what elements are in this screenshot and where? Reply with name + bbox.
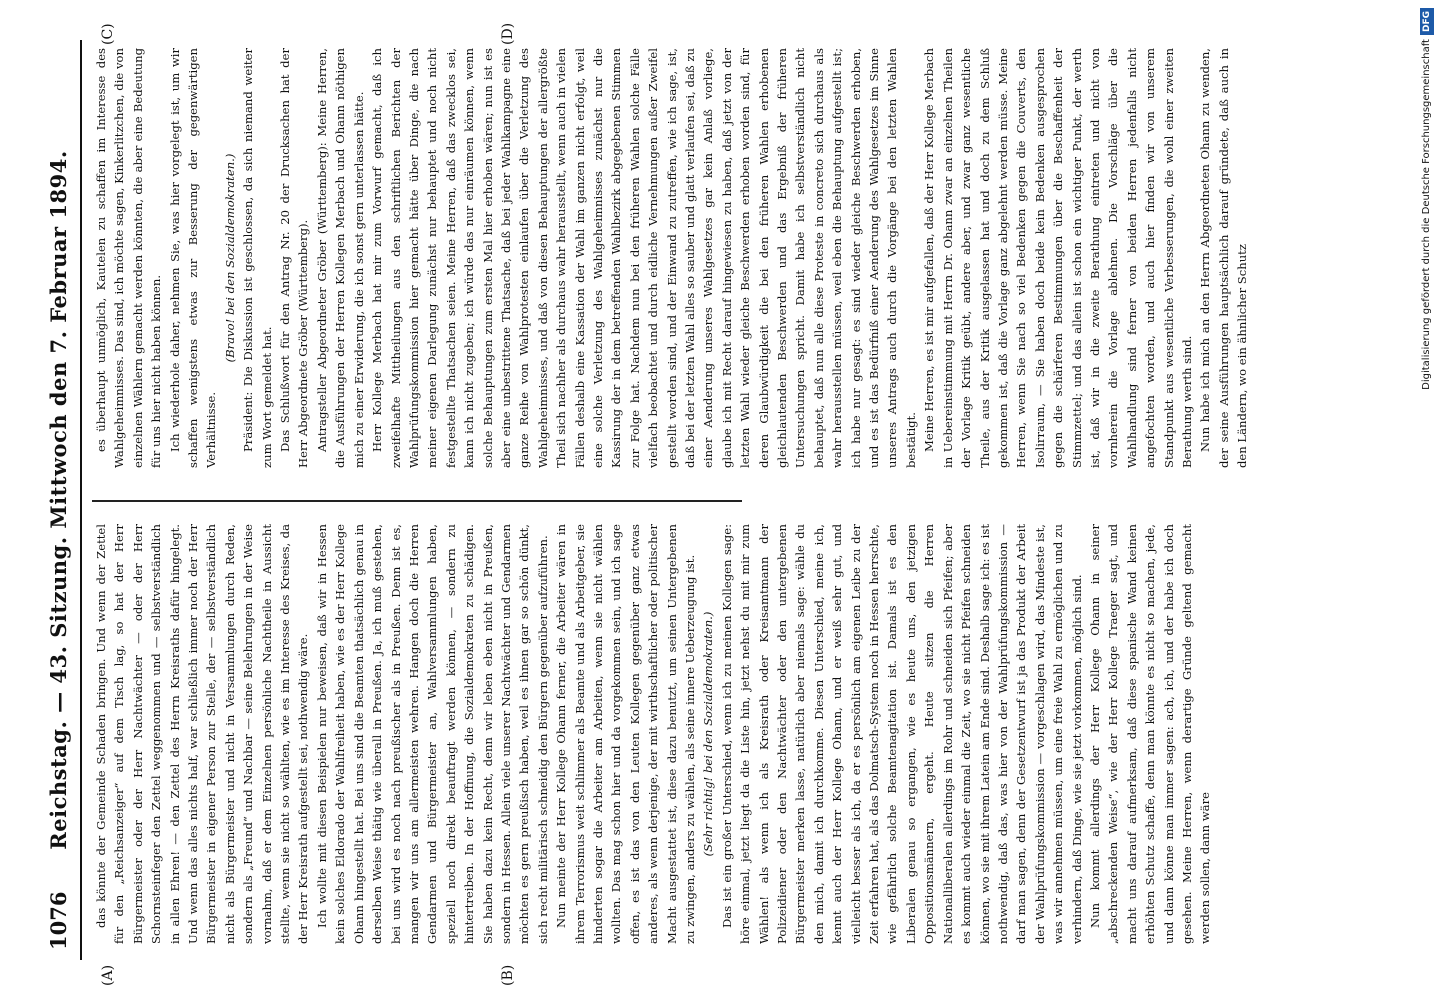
paragraph: Das Schlußwort für den Antrag Nr. 20 der Drucksachen hat der Herr Abgeordnete Gröber (Württemberg). bbox=[278, 48, 311, 468]
page-number: 1076 bbox=[46, 891, 71, 950]
paragraph: Herr Kollege Merbach hat mir zum Vorwurf gemacht, daß ich zweifelhafte Mittheilungen aus den schriftlichen Berichten der Wahlprüfungskommission hier gemacht hätte über Dinge, die nach meiner eigenen Darlegung zunächst nur behauptet und noch nicht festgestellte Thatsachen seien. Meine Herren, daß das zwecklos sei, kann ich nicht zugeben; ich würde das nur einräumen können, wenn solche Behauptungen zum ersten Mal hier erhoben wären; nun ist es aber eine unbestrittene Thatsache, daß bei jeder Wahlkampagne eine ganze Reihe von Wahlprotesten einlaufen über die Verletzung des Wahlgeheimnisses, und daß von diesen Behauptungen der allergrößte Theil sich nachher als durchaus wahr herausstellt, wenn auch in vielen Fällen deshalb eine Kassation der Wahl im ganzen nicht erfolgt, weil eine solche Verletzung des Wahlgeheimnisses zunächst nur die Kassirung der in dem betreffenden Wahlbezirk abgegebenen Stimmen zur Folge hat. Nachdem nun bei den früheren Wahlen solche Fälle vielfach beobachtet und durch eidliche Vernehmungen außer Zweifel gestellt worden sind, und der Einwand zu zutreffen, wie ich sage, ist, daß bei der letzten Wahl alles so sauber und glatt verlaufen sei, daß zu einer Aenderung unseres Wahlgesetzes gar kein Anlaß vorliege, glaube ich mit Recht darauf hingewiesen zu haben, daß jetzt von der letzten Wahl wieder gleiche Beschwerden erhoben worden sind, für deren Glaubwürdigkeit die bei den früheren Wahlen erhobenen gleichlautenden Beschwerden und das Ergebniß der früheren Untersuchungen spricht. Damit habe ich selbstverständlich nicht behauptet, daß nun alle diese Proteste in concreto sich durchaus als wahr herausstellen müssen, weil eben die Behauptung aufgestellt ist; ich habe nur gesagt: es sind wieder gleiche Beschwerden erhoben, und es ist das Bedürfniß einer Aenderung des Wahlgesetzes im Sinne unseres Antrags auch durch die Vorgänge bei den letzten Wahlen bestätigt. bbox=[370, 48, 918, 468]
margin-marker-a: (A) bbox=[100, 964, 116, 986]
column-divider bbox=[92, 500, 742, 502]
digitization-credit bbox=[1416, 0, 1436, 1000]
paragraph: Meine Herren, es ist mir aufgefallen, daß der Herr Kollege Merbach in Uebereinstimmung mit Herrn Dr. Ohann zwar an einzelnen Theilen der Vorlage Kritik geübt, andere aber, und zwar ganz wesentliche Theile, aus der Kritik ausgelassen hat und doch zu dem Schluß gekommen ist, daß die Vorlage ganz abgelehnt werden müsse. Meine Herren, wenn Sie nach so viel Bedenken gegen die Couverts, den Isolirraum, — Sie haben doch beide kein Bedenken ausgesprochen gegen die schärferen Bestimmungen über die Beschaffenheit der Stimmzettel; und das allein ist schon ein wichtiger Punkt, der werth ist, daß wir in die zweite Berathung eintreten und nicht von vornherein die Vorlage ablehnen. Die Vorschläge über die Wahlhandlung sind ferner von beiden Herren jedenfalls nicht angefochten worden, und auch hier finden wir von unserem Standpunkt aus wesentliche Verbesserungen, die wohl einer zweiten Berathung werth sind. bbox=[922, 48, 1194, 468]
paragraph: Nun kommt allerdings der Herr Kollege Ohann in seiner „abschreckenden Weise“, wie der Herr Kollege Traeger sagt, und macht uns darauf aufmerksam, daß diese spanische Wand keinen erhöhten Schutz schaffe, denn man könnte es nicht so machen, jede, und dann könne man immer sagen: ach, ich, und der habe ich doch gesehen. Meine Herren, wenn derartige Gründe geltend gemacht werden sollen, dann wäre bbox=[1087, 524, 1213, 944]
header-rule bbox=[80, 40, 82, 960]
paragraph: Das ist ein großer Unterschied, wenn ich zu meinen Kollegen sage: höre einmal, jetzt liegt da die Liste hin, jetzt nehst du mit mir zum Wählen! als wenn ich als Kreisrath oder Kreisamtmann der Polizeidiener oder den Nachtwächter oder den untergebenen Bürgermeister merken lasse, natürlich aber niemals sage: wähle du den mich, damit ich durchkomme. Diesen Unterschied, meine ich, kennt auch der Herr Kollege Ohann, und er weiß sehr gut, und vielleicht besser als ich, da er es persönlich am eigenen Leibe zu der Zeit erfahren hat, als das Dolmatsch-System noch in Hessen herrschte, wie gefährlich solche Beamtenagitation ist. Damals ist es den Liberalen genau so ergangen, wie es heute uns, den jetzigen Oppositionsmännern, ergeht. Heute sitzen die Herren Nationalliberalen allerdings im Rohr und schneiden sich Pfeifen; aber es kommt auch wieder einmal die Zeit, wo sie nicht Pfeifen schneiden können, wo sie mit ihrem Latein am Ende sind. Deshalb sage ich: es ist nothwendig, daß das, was hier von der Wahlprüfungskommission — darf man sagen, denn der Gesetzentwurf ist ja das Produkt der Arbeit der Wahlprüfungskommission — vorgeschlagen wird, das Mindeste ist, was wir annehmen müssen, um eine freie Wahl zu ermöglichen und zu verhindern, daß Dinge, wie sie jetzt vorkommen, möglich sind. bbox=[719, 524, 1084, 944]
margin-marker-d: (D) bbox=[500, 22, 516, 45]
paragraph: Nun habe ich mich an den Herrn Abgeordneten Ohann zu wenden, der seine Ausführungen hauptsächlich darauf gründete, daß auch in den Ländern, wo ein ähnlicher Schutz bbox=[1198, 48, 1250, 468]
paragraph: Antragsteller Abgeordneter Gröber (Württemberg): Meine Herren, die Ausführungen der Herren Kollegen Merbach und Ohann nöthigen mich zu einer Erwiderung, die ich sonst gern unterlassen hätte. bbox=[314, 48, 366, 468]
paragraph: Nun meinte der Herr Kollege Ohann ferner, die Arbeiter wären in ihrem Terrorismus weit schlimmer als Beamte und als Arbeitgeber, sie hinderten sogar die Arbeiter am Arbeiten, wenn sie nicht wählen wollten. Das mag schon hier und da vorgekommen sein, und ich sage offen, es ist das von den Leuten Kollegen gegenüber ganz etwas anderes, als wenn derjenige, der mit wirthschaftlicher oder politischer Macht ausgestattet ist, diese dazu benutzt, um seinen Untergebenen zu zwingen, anders zu wählen, als seine innere Ueberzeugung ist. bbox=[554, 524, 697, 944]
paragraph: Ich wollte mit diesen Beispielen nur beweisen, daß wir in Hessen kein solches Eldorado der Wahlfreiheit haben, wie es der Herr Kollege Ohann hingestellt hat. Bei uns sind die Beamten thatsächlich genau in derselben Weise thätig wie überall in Preußen. Ja, ich muß gestehen, bei uns wird es noch nach preußischer als in Preußen. Denn ist es, mangen wir uns am allermeisten wehren. Hangen doch die Herren Gendarmen und Bürgermeister an, Wahlversammlungen haben, speziell noch direkt beauftragt werden können, — sondern zu hintertreiben. In der Hoffnung, die Sozialdemokraten zu schädigen. Sie haben dazu kein Recht, denn wir leben eben nicht in Preußen, sondern in Hessen. Allein viele unserer Nachtwächter und Gendarmen möchten es gern preußisch haben, weil es ihnen gar so schön dünkt, sich recht militärisch schneidig den Bürgern gegenüber aufzuführen. bbox=[314, 524, 550, 944]
interjection: (Sehr richtig! bei den Sozialdemokraten.) bbox=[701, 611, 716, 857]
margin-marker-b: (B) bbox=[500, 964, 516, 986]
paragraph: Präsident: Die Diskussion ist geschlossen, da sich niemand weiter zum Wort gemeldet hat. bbox=[241, 48, 274, 468]
page-title: Reichstag. — 43. Sitzung. Mittwoch den 7. Februar 1894. bbox=[46, 150, 71, 850]
paragraph: es überhaupt unmöglich, Kautelen zu schaffen im Interesse des Wahlgeheimnisses. Das sind, ich möchte sagen, Kinkerlitzchen, die von einzelnen Wählern gemacht werden könnten, die aber eine Bedeutung für uns hier nicht haben können. bbox=[94, 48, 164, 468]
page-header bbox=[46, 40, 74, 960]
dfg-logo: DFG bbox=[1420, 8, 1434, 35]
interjection: (Bravo! bei den Sozialdemokraten.) bbox=[222, 153, 237, 363]
paragraph: das könnte der Gemeinde Schaden bringen. Und wenn der Zettel für den „Reichsanzeiger“ auf dem Tisch lag, so hat der Herr Bürgermeister oder der Herr Nachtwächter — oder der Herr Schornsteinfeger den Zettel weggenommen und — selbstverständlich in allen Ehren! — den Zettel des Herrn Kreisraths dafür hingelegt. Und wenn das alles nichts half, war schließlich immer noch der Herr Bürgermeister in eigener Person zur Stelle, der — selbstverständlich nicht als Bürgermeister und nicht in Versammlungen durch Reden, sondern als „Freund“ und Nachbar — seine Belehrungen in der Weise vornahm, daß er dem Einzelnen persönliche Nachtheile in Aussicht stellte, wenn sie nicht so wählten, wie es im Interesse des Kreises, da der Herr Kreisrath aufgestellt sei, nothwendig wäre. bbox=[94, 524, 311, 944]
right-column bbox=[92, 48, 1250, 468]
left-column bbox=[92, 524, 1213, 944]
paragraph: Ich wiederhole daher, nehmen Sie, was hier vorgelegt ist, um wir schaffen wenigstens etwas zur Besserung der gegenwärtigen Verhältnisse. bbox=[167, 48, 219, 468]
margin-marker-c: (C) bbox=[100, 23, 116, 45]
credit-text: Digitalisierung gefördert durch die Deutsche Forschungsgemeinschaft bbox=[1421, 39, 1432, 390]
